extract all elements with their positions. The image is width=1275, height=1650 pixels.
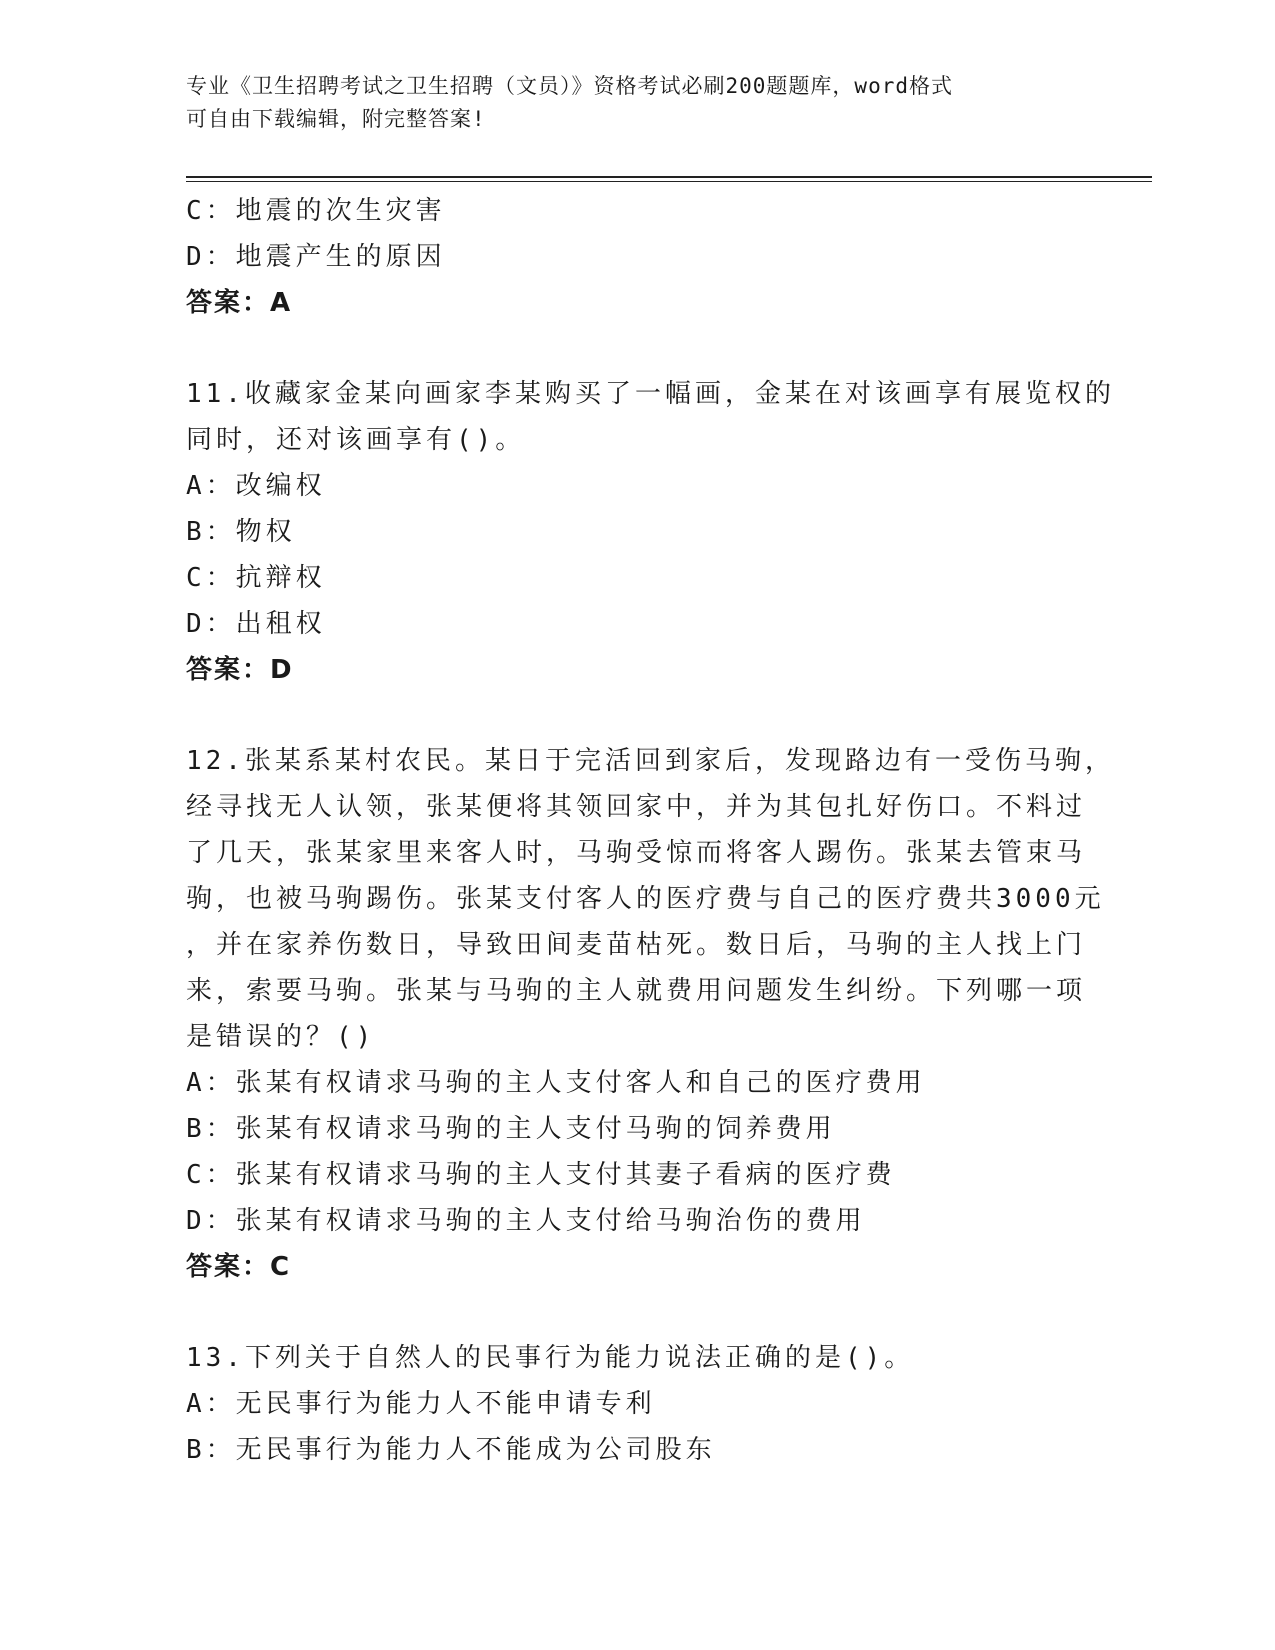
header-divider-thick [186,176,1152,178]
stem-line: 同时，还对该画享有()。 [186,425,526,455]
stem-line: 了几天，张某家里来客人时，马驹受惊而将客人踢伤。张某去管束马 [186,838,1087,868]
option-c: C：地震的次生灾害 [186,196,446,226]
stem-line: ，并在家养伤数日，导致田间麦苗枯死。数日后，马驹的主人找上门 [186,930,1087,960]
option-c: C：张某有权请求马驹的主人支付其妻子看病的医疗费 [186,1160,896,1190]
answer-line: 答案：A [186,288,293,318]
answer-line: 答案：D [186,655,294,685]
stem-line: 是错误的？() [186,1022,376,1052]
option-b: B：物权 [186,517,296,547]
question-stem [186,1335,1086,1381]
stem-line: 13.下列关于自然人的民事行为能力说法正确的是()。 [186,1343,915,1373]
stem-line: 驹，也被马驹踢伤。张某支付客人的医疗费与自己的医疗费共3000元 [186,884,1105,914]
document-header [186,70,1076,136]
option-b: B：无民事行为能力人不能成为公司股东 [186,1435,716,1465]
question-12 [186,738,1115,1290]
question-stem [186,738,1115,1060]
option-d: D：地震产生的原因 [186,242,446,272]
stem-line: 11.收藏家金某向画家李某购买了一幅画，金某在对该画享有展览权的 [186,379,1115,409]
question-list [186,188,1115,1473]
header-divider-thin [186,181,1152,182]
question-stem [186,371,1115,463]
question-10 [186,188,1086,326]
stem-line: 12.张某系某村农民。某日于完活回到家后，发现路边有一受伤马驹， [186,746,1115,776]
option-a: A：张某有权请求马驹的主人支付客人和自己的医疗费用 [186,1068,926,1098]
question-13 [186,1335,1086,1473]
answer-line: 答案：C [186,1252,292,1282]
option-b: B：张某有权请求马驹的主人支付马驹的饲养费用 [186,1114,836,1144]
option-a: A：无民事行为能力人不能申请专利 [186,1389,656,1419]
stem-line: 来，索要马驹。张某与马驹的主人就费用问题发生纠纷。下列哪一项 [186,976,1087,1006]
option-d: D：出租权 [186,609,326,639]
stem-line: 经寻找无人认领，张某便将其领回家中，并为其包扎好伤口。不料过 [186,792,1087,822]
option-c: C：抗辩权 [186,563,326,593]
option-d: D：张某有权请求马驹的主人支付给马驹治伤的费用 [186,1206,866,1236]
header-line-1: 专业《卫生招聘考试之卫生招聘（文员）》资格考试必刷200题题库，word格式 [186,74,953,98]
option-a: A：改编权 [186,471,326,501]
question-11 [186,371,1115,693]
header-line-2: 可自由下载编辑，附完整答案! [186,107,486,131]
